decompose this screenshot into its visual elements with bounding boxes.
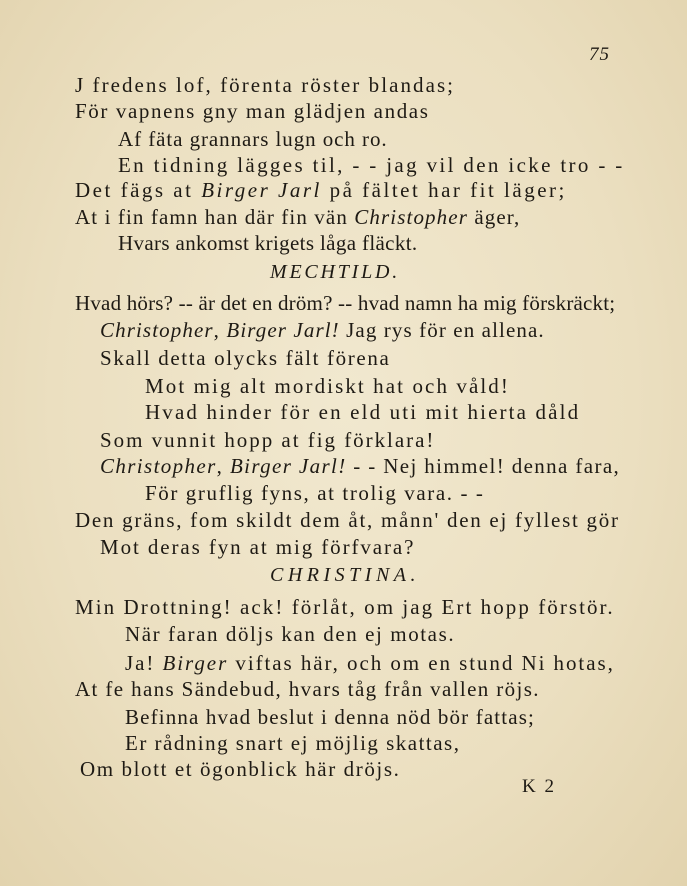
verse-segment: Mot deras fyn at mig förfvara? (100, 535, 416, 559)
verse-segment: Jag rys för en allena. (339, 318, 545, 342)
verse-line (100, 346, 390, 370)
verse-segment: När faran döljs kan den ej motas. (125, 622, 456, 646)
verse-line (145, 400, 580, 424)
italic-name: Birger Jarl (201, 178, 322, 202)
verse-segment: At fe hans Sändebud, hvars tåg från vallen röjs. (75, 677, 540, 701)
verse-segment: Det fägs at (75, 178, 202, 202)
verse-line (75, 73, 455, 97)
verse-line (118, 153, 625, 177)
verse-segment: Af fäta grannars lugn och ro. (118, 127, 388, 151)
verse-line (145, 374, 510, 398)
verse-segment: - - Nej himmel! denna fara, (346, 454, 621, 478)
verse-segment: För vapnens gny man glädjen andas (75, 99, 430, 123)
verse-segment: Ja! (125, 651, 163, 675)
verse-segment: , (213, 318, 227, 342)
verse-segment: Hvars ankomst krigets låga fläckt. (118, 231, 418, 255)
speaker-heading: CHRISTINA. (270, 564, 420, 586)
verse-line (75, 99, 430, 123)
verse-segment: viftas här, och om en stund Ni hotas, (228, 651, 615, 675)
verse-segment: Den gräns, fom skildt dem åt, månn' den ej fyllest gör (75, 508, 620, 532)
italic-name: Christopher (100, 454, 217, 478)
verse-segment: Hvad hörs? -- är det en dröm? -- hvad namn ha mig förskräckt; (75, 291, 616, 315)
signature-mark: K 2 (522, 776, 556, 797)
verse-line (125, 651, 615, 675)
verse-line (100, 428, 435, 452)
verse-segment: Befinna hvad beslut i denna nöd bör fattas; (125, 705, 535, 729)
verse-segment: Skall detta olycks fält förena (100, 346, 391, 370)
italic-name: Christopher (100, 318, 214, 342)
verse-segment: Hvad hinder för en eld uti mit hierta dåld (145, 400, 581, 424)
verse-segment: Som vunnit hopp at fig förklara! (100, 428, 436, 452)
verse-line (145, 481, 485, 505)
verse-segment: At i fin famn han där fin vän (75, 205, 355, 229)
verse-segment: Om blott et ögonblick här dröjs. (80, 757, 401, 781)
speaker-heading: MECHTILD. (270, 261, 401, 283)
verse-line (125, 622, 455, 646)
italic-name: Christopher (354, 205, 468, 229)
verse-line (75, 205, 520, 229)
verse-segment: En tidning lägges til, - - jag vil den icke tro - - (118, 153, 625, 177)
verse-line (80, 757, 400, 781)
verse-line (75, 291, 615, 315)
page-number: 75 (589, 44, 610, 65)
verse-line (75, 508, 620, 532)
verse-line (125, 731, 460, 755)
verse-segment: Mot mig alt mordiskt hat och våld! (145, 374, 510, 398)
italic-name: Birger Jarl! (229, 454, 347, 478)
verse-line (118, 231, 418, 255)
verse-line (100, 318, 545, 342)
verse-line (75, 677, 540, 701)
verse-segment: För gruflig fyns, at trolig vara. - - (145, 481, 485, 505)
verse-line (75, 595, 615, 619)
verse-line (75, 178, 567, 202)
verse-segment: äger, (467, 205, 521, 229)
verse-segment: J fredens lof, förenta röster blandas; (75, 73, 456, 97)
verse-segment: Er rådning snart ej möjlig skattas, (125, 731, 461, 755)
italic-name: Birger Jarl! (226, 318, 340, 342)
verse-segment: , (216, 454, 230, 478)
verse-line (100, 454, 620, 478)
verse-line (118, 127, 388, 151)
verse-line (125, 705, 535, 729)
verse-segment: Min Drottning! ack! förlåt, om jag Ert hopp förstör. (75, 595, 615, 619)
italic-name: Birger (162, 651, 229, 675)
verse-segment: på fältet har fit läger; (321, 178, 567, 202)
verse-line (100, 535, 415, 559)
